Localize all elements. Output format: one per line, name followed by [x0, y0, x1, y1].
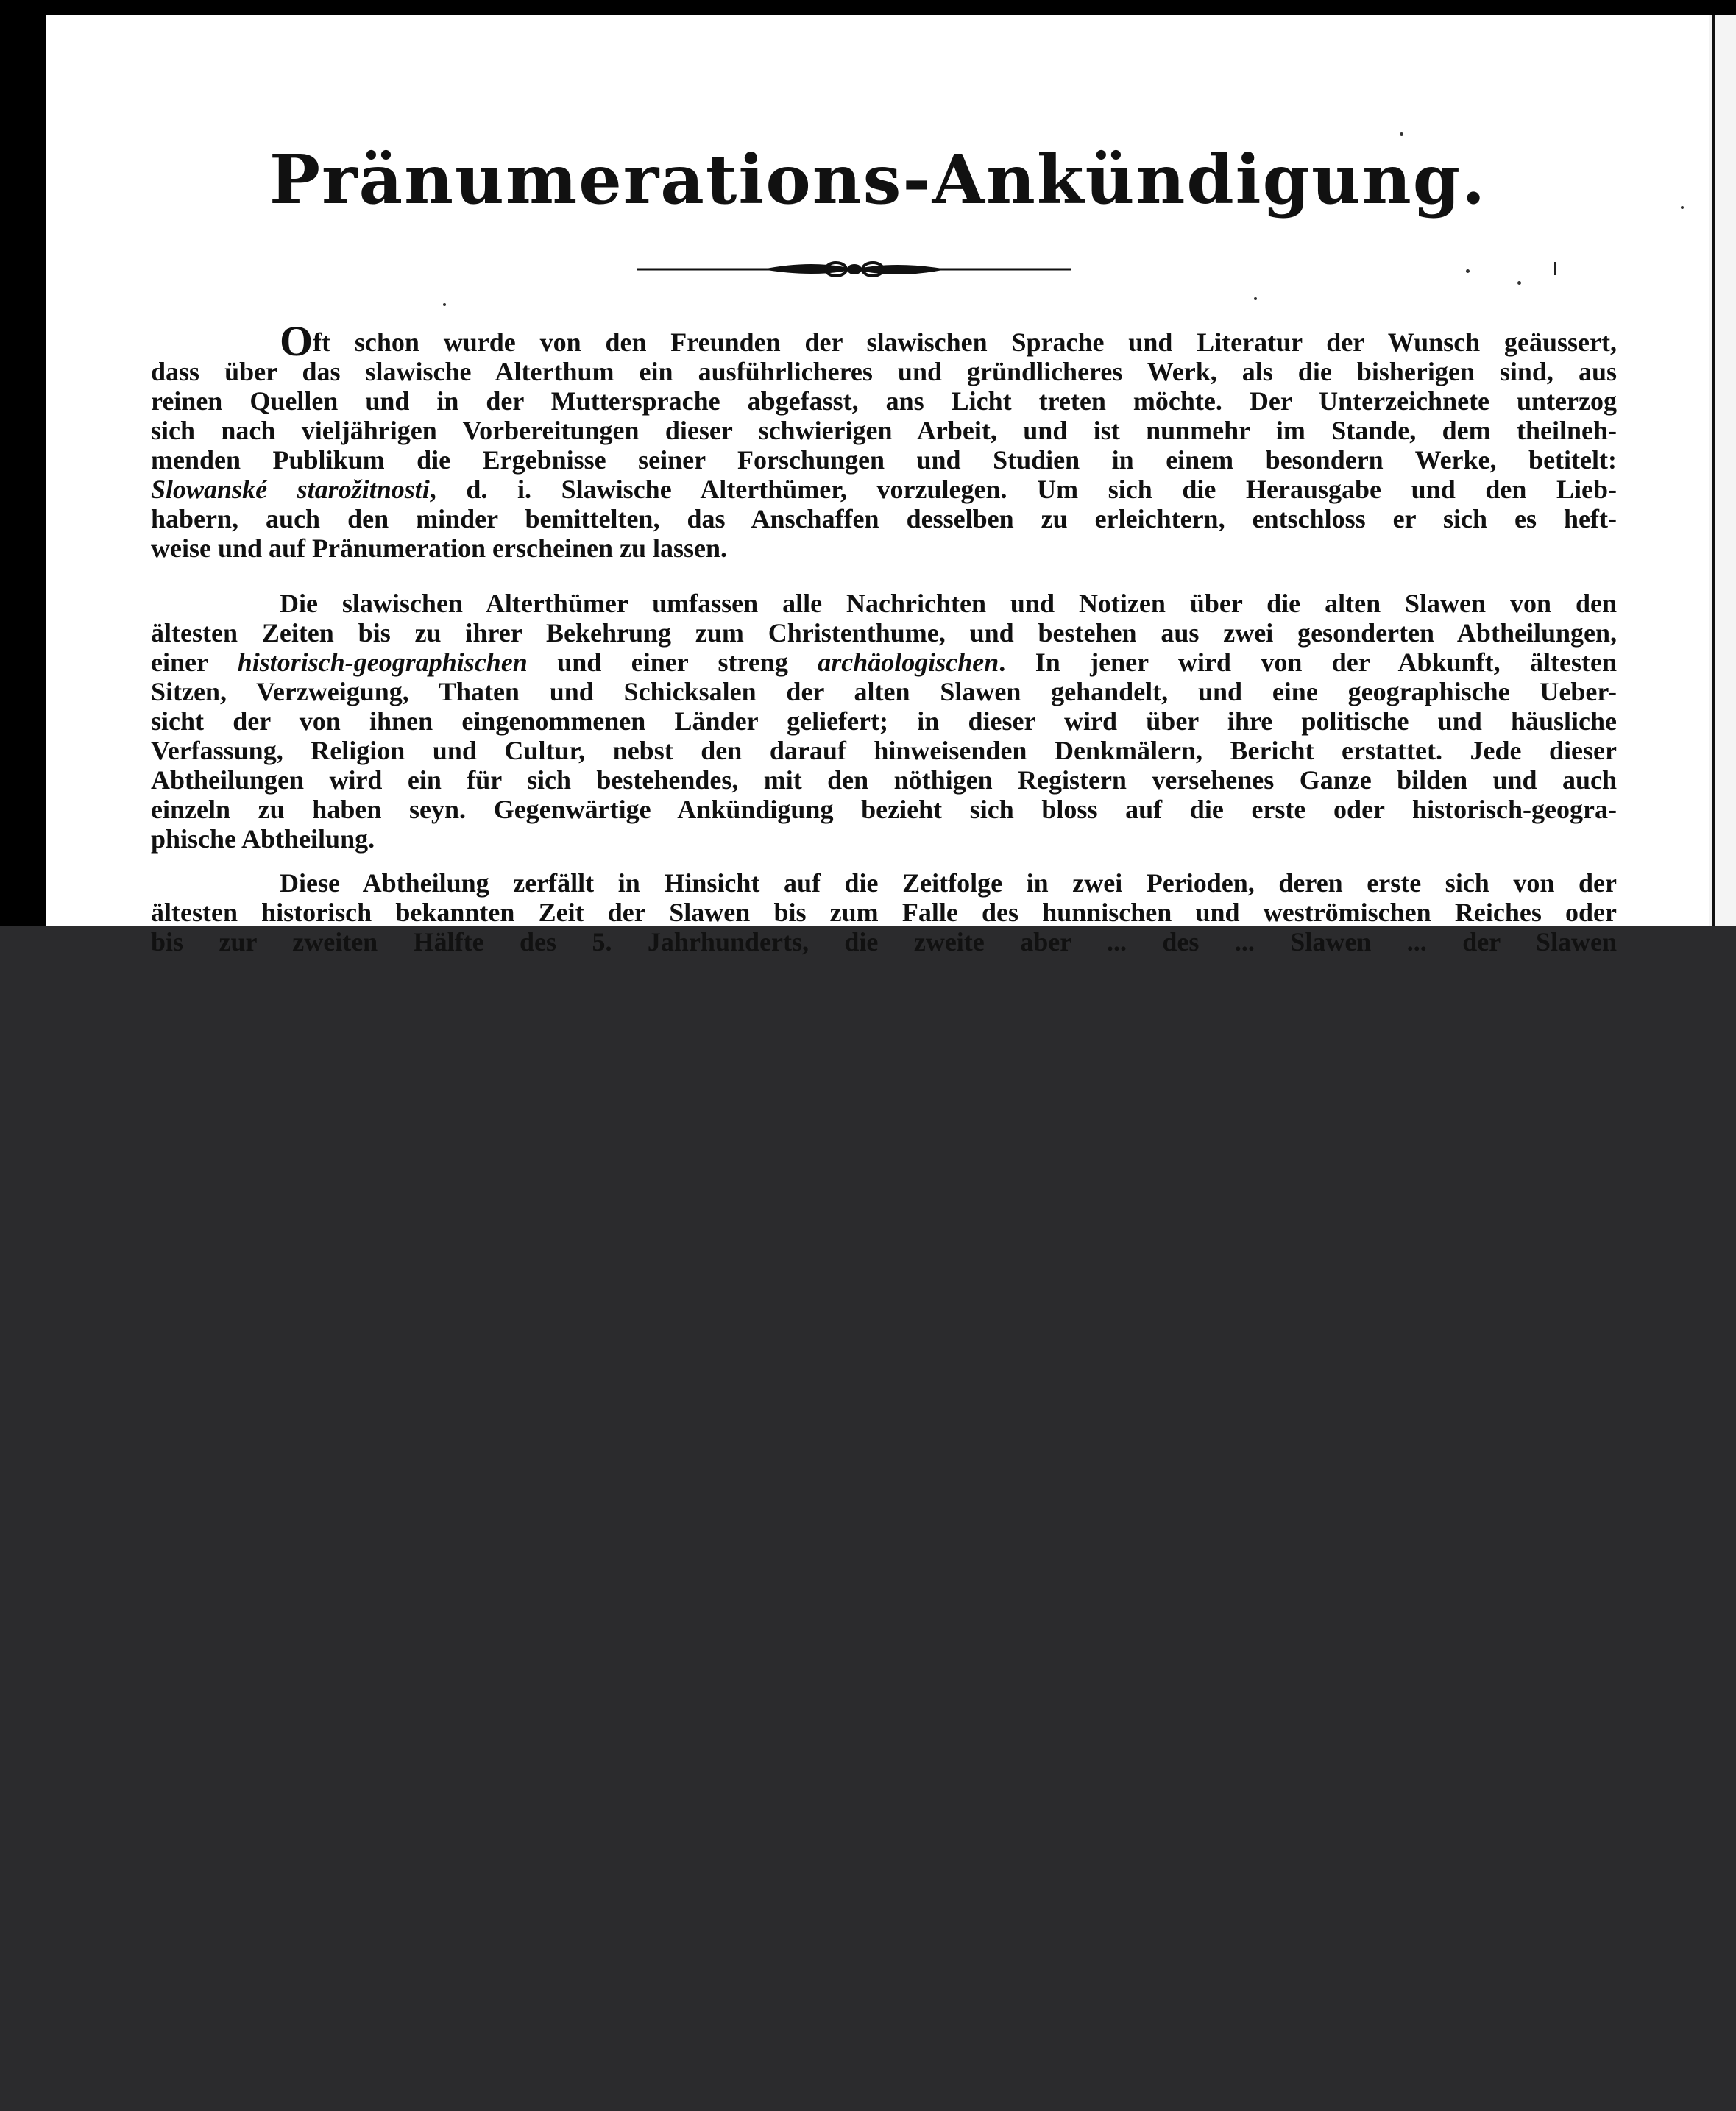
scan-speck: [1681, 206, 1684, 209]
paragraph-2: [151, 589, 1617, 854]
drop-cap: O: [280, 317, 313, 365]
scan-speck: [1466, 269, 1470, 273]
text-line: habern, auch den minder bemittelten, das Anschaffen desselben zu erleichtern, entschloss er sich es heft-: [151, 504, 1617, 533]
scan-speck: [1517, 281, 1521, 285]
book-title: Slowanské starožitnosti: [151, 475, 430, 504]
text-line: Verfassung, Religion und Cultur, nebst den darauf hinweisenden Denkmälern, Bericht erstattet. Jede dieser: [151, 736, 1617, 765]
text-line: Abtheilungen wird ein für sich bestehendes, mit den nöthigen Registern versehenes Ganze bilden und auch: [151, 765, 1617, 795]
text-line: Oft schon wurde von den Freunden der slawischen Sprache und Literatur der Wunsch geäussert,: [280, 317, 1617, 365]
text-line: reinen Quellen und in der Muttersprache abgefasst, ans Licht treten möchte. Der Unterzeichnete unterzog: [151, 386, 1617, 416]
scan-speck: [1400, 132, 1403, 136]
text-line: Die slawischen Alterthümer umfassen alle Nachrichten und Notizen über die alten Slawen von den: [280, 589, 1617, 618]
text-line: einzeln zu haben seyn. Gegenwärtige Ankündigung bezieht sich bloss auf die erste oder historisch-geogra-: [151, 795, 1617, 824]
text-line: ältesten historisch bekannten Zeit der Slawen bis zum Falle des hunnischen und weströmischen Reiches oder: [151, 898, 1617, 927]
text-line: ältesten Zeiten bis zu ihrer Bekehrung zum Christenthume, und bestehen aus zwei gesonderten Abtheilungen,: [151, 618, 1617, 648]
text-line: sich nach vieljährigen Vorbereitungen dieser schwierigen Arbeit, und ist nunmehr im Stande, dem theilneh-: [151, 416, 1617, 445]
text-line: Sitzen, Verzweigung, Thaten und Schicksalen der alten Slawen gehandelt, und eine geographische Ueber-: [151, 677, 1617, 706]
paragraph-3: [151, 868, 1617, 957]
text-line: sicht der von ihnen eingenommenen Länder geliefert; in dieser wird über ihre politische und häusliche: [151, 706, 1617, 736]
text-line: Slowanské starožitnosti, d. i. Slawische Alterthümer, vorzulegen. Um sich die Herausgabe und den Lieb-: [151, 475, 1617, 504]
text-line: einer historisch-geographischen und einer streng archäologischen. In jener wird von der Abkunft, ältesten: [151, 648, 1618, 677]
document-title: Pränumerations-Ankündigung.: [269, 140, 1487, 219]
document-page: [46, 15, 1710, 957]
paragraph-1: [151, 317, 1617, 563]
text-line: dass über das slawische Alterthum ein ausführlicheres und gründlicheres Werk, als die bisherigen sind, aus: [151, 357, 1617, 386]
ornament-divider: [637, 253, 1071, 285]
scan-mark: [1554, 262, 1556, 275]
scan-speck: [1254, 297, 1257, 300]
text-line: Diese Abtheilung zerfällt in Hinsicht auf die Zeitfolge in zwei Perioden, deren erste sich von der: [280, 868, 1617, 898]
text-line: weise und auf Pränumeration erscheinen zu lassen.: [151, 533, 727, 563]
text-line: phische Abtheilung.: [151, 824, 375, 854]
page-edge: [1709, 15, 1736, 926]
scan-speck: [443, 303, 446, 306]
text-line: bis zur zweiten Hälfte des 5. Jahrhunderts, die zweite aber ... des ... Slawen ... der Slawen: [151, 927, 1617, 957]
text-line: menden Publikum die Ergebnisse seiner Forschungen und Studien in einem besondern Werke, betitelt:: [151, 445, 1617, 475]
